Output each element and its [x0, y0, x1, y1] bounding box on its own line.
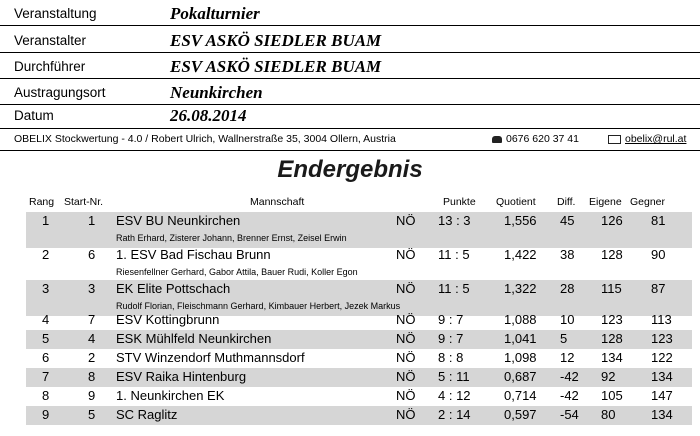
state-cell: NÖ [396, 247, 416, 262]
header-row-venue [0, 82, 700, 104]
state-cell: NÖ [396, 388, 416, 403]
team-cell: 1. Neunkirchen EK [116, 388, 225, 403]
rang-cell: 9 [42, 407, 50, 422]
col-own: Eigene [589, 196, 622, 208]
quotient-cell: 0,597 [504, 407, 537, 422]
opp-cell: 122 [651, 350, 673, 365]
points-cell: 8 : 8 [438, 350, 464, 365]
players-list: Rath Erhard, Zisterer Johann, Brenner Ernst, Zeisel Erwin [116, 233, 347, 243]
venue-value: Neunkirchen [170, 83, 263, 102]
team-cell: ESV Raika Hintenburg [116, 369, 247, 384]
phone-contact [492, 133, 579, 145]
points-cell: 13 : 3 [438, 213, 471, 228]
start-cell: 3 [88, 281, 96, 296]
header-row-event [0, 3, 700, 25]
start-cell: 4 [88, 331, 96, 346]
diff-cell: 10 [560, 312, 575, 327]
quotient-cell: 1,422 [504, 247, 537, 262]
table-row [26, 311, 692, 330]
diff-cell: 45 [560, 213, 575, 228]
col-start: Start-Nr. [64, 196, 104, 208]
quotient-cell: 1,041 [504, 331, 537, 346]
rang-cell: 6 [42, 350, 50, 365]
header-row-date [0, 105, 700, 127]
mail-icon [608, 135, 621, 144]
players-list: Rudolf Florian, Fleischmann Gerhard, Kimbauer Herbert, Jezek Markus [116, 301, 401, 311]
table-row [26, 330, 692, 349]
header-row-executor [0, 56, 700, 78]
rang-cell: 5 [42, 331, 50, 346]
col-team: Mannschaft [250, 196, 305, 208]
phone-number: 0676 620 37 41 [506, 133, 579, 145]
state-cell: NÖ [396, 407, 416, 422]
own-cell: 80 [601, 407, 616, 422]
date-label: Datum [14, 108, 54, 123]
own-cell: 134 [601, 350, 623, 365]
venue-label: Austragungsort [14, 85, 106, 100]
state-cell: NÖ [396, 281, 416, 296]
software-credit: OBELIX Stockwertung - 4.0 / Robert Ulrich, Wallnerstraße 35, 3004 Ollern, Austria [14, 133, 396, 145]
points-cell: 4 : 12 [438, 388, 471, 403]
phone-icon [492, 136, 502, 143]
opp-cell: 90 [651, 247, 666, 262]
quotient-cell: 1,098 [504, 350, 537, 365]
col-diff: Diff. [557, 196, 576, 208]
executor-value: ESV ASKÖ SIEDLER BUAM [170, 57, 382, 76]
table-row [26, 406, 692, 425]
rang-cell: 4 [42, 312, 50, 327]
diff-cell: -42 [560, 388, 579, 403]
opp-cell: 81 [651, 213, 666, 228]
col-quotient: Quotient [496, 196, 536, 208]
quotient-cell: 1,088 [504, 312, 537, 327]
diff-cell: 12 [560, 350, 575, 365]
start-cell: 2 [88, 350, 96, 365]
quotient-cell: 0,714 [504, 388, 537, 403]
team-cell: ESV BU Neunkirchen [116, 213, 241, 228]
players-list: Riesenfellner Gerhard, Gabor Attila, Bauer Rudi, Koller Egon [116, 267, 358, 277]
opp-cell: 134 [651, 407, 673, 422]
opp-cell: 134 [651, 369, 673, 384]
opp-cell: 147 [651, 388, 673, 403]
state-cell: NÖ [396, 350, 416, 365]
col-opp: Gegner [630, 196, 666, 208]
date-value: 26.08.2014 [170, 106, 247, 125]
email-link[interactable]: obelix@rul.at [625, 133, 687, 145]
opp-cell: 123 [651, 331, 673, 346]
table-row [26, 246, 692, 282]
table-row [26, 212, 692, 248]
header-divider [0, 25, 700, 26]
table-row [26, 387, 692, 406]
state-cell: NÖ [396, 331, 416, 346]
header-divider [0, 78, 700, 79]
diff-cell: 38 [560, 247, 575, 262]
diff-cell: -42 [560, 369, 579, 384]
own-cell: 92 [601, 369, 616, 384]
team-cell: STV Winzendorf Muthmannsdorf [116, 350, 305, 365]
opp-cell: 113 [651, 312, 672, 327]
points-cell: 5 : 11 [438, 369, 470, 384]
header-row-organizer [0, 30, 700, 52]
points-cell: 11 : 5 [438, 247, 470, 262]
diff-cell: 28 [560, 281, 575, 296]
start-cell: 7 [88, 312, 96, 327]
points-cell: 9 : 7 [438, 331, 464, 346]
diff-cell: -54 [560, 407, 579, 422]
team-cell: 1. ESV Bad Fischau Brunn [116, 247, 271, 262]
start-cell: 1 [88, 213, 96, 228]
own-cell: 126 [601, 213, 623, 228]
event-value: Pokalturnier [170, 4, 260, 23]
own-cell: 105 [601, 388, 623, 403]
quotient-cell: 0,687 [504, 369, 537, 384]
section-divider [0, 150, 700, 151]
col-points: Punkte [443, 196, 476, 208]
event-label: Veranstaltung [14, 6, 97, 21]
start-cell: 5 [88, 407, 96, 422]
page-title: Endergebnis [277, 156, 423, 183]
team-cell: EK Elite Pottschach [116, 281, 231, 296]
state-cell: NÖ [396, 213, 416, 228]
opp-cell: 87 [651, 281, 666, 296]
rang-cell: 2 [42, 247, 50, 262]
state-cell: NÖ [396, 369, 416, 384]
start-cell: 6 [88, 247, 96, 262]
own-cell: 128 [601, 331, 623, 346]
state-cell: NÖ [396, 312, 416, 327]
points-cell: 9 : 7 [438, 312, 464, 327]
team-cell: ESV Kottingbrunn [116, 312, 220, 327]
own-cell: 115 [601, 281, 622, 296]
table-row [26, 349, 692, 368]
email-contact[interactable] [608, 133, 686, 145]
header-divider [0, 128, 700, 129]
table-row [26, 368, 692, 387]
organizer-label: Veranstalter [14, 33, 87, 48]
organizer-value: ESV ASKÖ SIEDLER BUAM [170, 31, 382, 50]
start-cell: 9 [88, 388, 96, 403]
team-cell: ESK Mühlfeld Neunkirchen [116, 331, 272, 346]
rang-cell: 7 [42, 369, 50, 384]
col-rang: Rang [29, 196, 55, 208]
quotient-cell: 1,556 [504, 213, 537, 228]
own-cell: 123 [601, 312, 623, 327]
rang-cell: 3 [42, 281, 50, 296]
start-cell: 8 [88, 369, 96, 384]
quotient-cell: 1,322 [504, 281, 537, 296]
rang-cell: 1 [42, 213, 50, 228]
diff-cell: 5 [560, 331, 568, 346]
rang-cell: 8 [42, 388, 50, 403]
points-cell: 2 : 14 [438, 407, 471, 422]
executor-label: Durchführer [14, 59, 86, 74]
team-cell: SC Raglitz [116, 407, 178, 422]
header-divider [0, 52, 700, 53]
points-cell: 11 : 5 [438, 281, 470, 296]
own-cell: 128 [601, 247, 623, 262]
